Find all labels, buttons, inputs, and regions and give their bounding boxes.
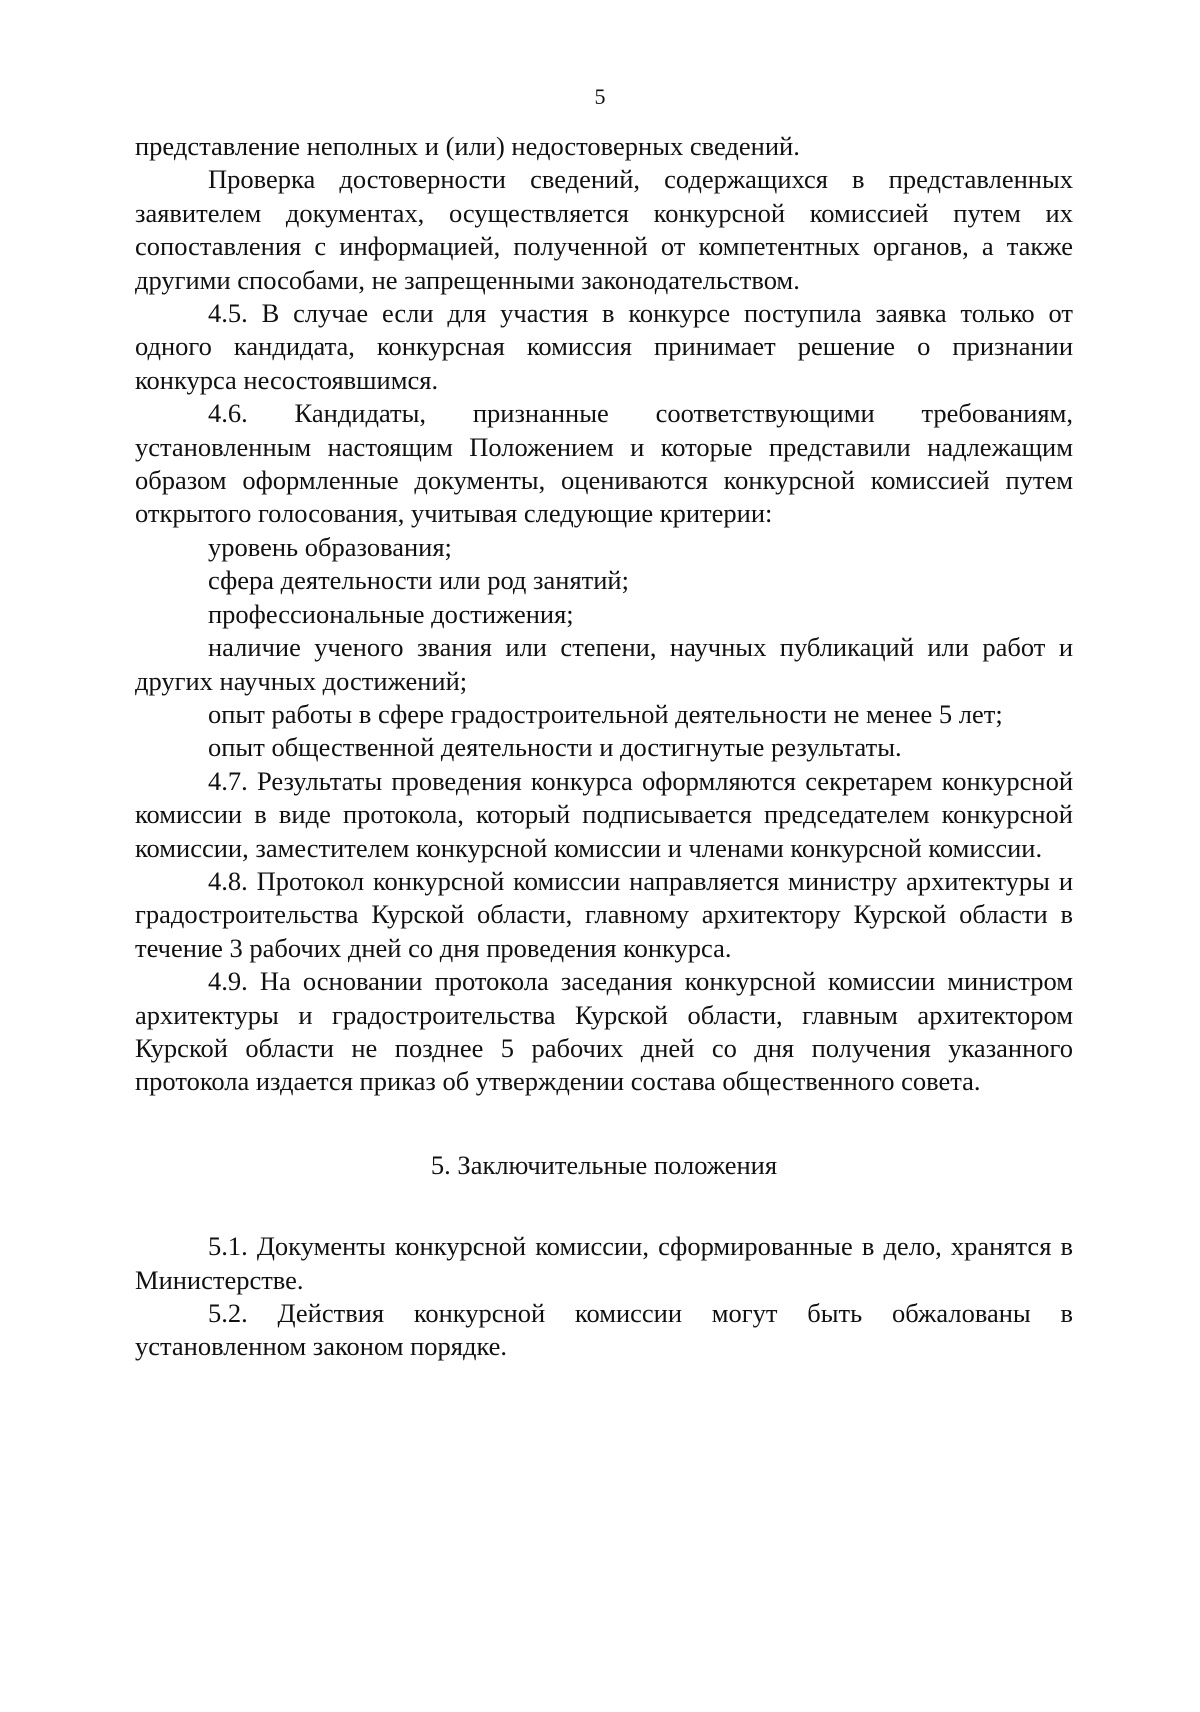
clause-5-1: 5.1. Документы конкурсной комиссии, сформированные в дело, хранятся в Министерстве. — [135, 1231, 1073, 1295]
criterion-public-activity: опыт общественной деятельности и достигнутые результаты. — [208, 732, 902, 763]
clause-4-9: 4.9. На основании протокола заседания конкурсной комиссии министром архитектуры и градостроительства Курской области, главным архитектором Курской области не позднее 5 рабочих дней со дня получения указанного протокола издается приказ об утверждении состава общественного совета. — [135, 966, 1073, 1097]
clause-4-7: 4.7. Результаты проведения конкурса оформляются секретарем конкурсной комиссии в виде протокола, который подписывается председателем конкурсной комиссии, заместителем конкурсной комиссии и членами конкурсной комиссии. — [135, 765, 1073, 863]
criterion-field: сфера деятельности или род занятий; — [208, 565, 629, 596]
document-body — [135, 130, 1073, 1364]
paragraph-verification: Проверка достоверности сведений, содержащихся в представленных заявителем документах, осуществляется конкурсной комиссией путем их сопоставления с информацией, полученной от компетентных органов, а также другими способами, не запрещенными законодательством. — [135, 164, 1073, 295]
page-number: 5 — [594, 84, 606, 109]
clause-4-6: 4.6. Кандидаты, признанные соответствующими требованиям, установленным настоящим Положением и которые представили надлежащим образом оформленные документы, оцениваются конкурсной комиссией путем открытого голосования, учитывая следующие критерии: — [135, 398, 1073, 529]
criterion-education: уровень образования; — [208, 531, 452, 562]
clause-4-8: 4.8. Протокол конкурсной комиссии направляется министру архитектуры и градостроительства Курской области, главному архитектору Курской области в течение 3 рабочих дней со дня проведения конкурса. — [135, 865, 1073, 963]
clause-4-5: 4.5. В случае если для участия в конкурсе поступила заявка только от одного кандидата, конкурсная комиссия принимает решение о признании конкурса несостоявшимся. — [135, 298, 1073, 395]
criterion-achievements: профессиональные достижения; — [208, 598, 574, 629]
criterion-experience: опыт работы в сфере градостроительной деятельности не менее 5 лет; — [208, 698, 1003, 729]
section-heading: 5. Заключительные положения — [430, 1149, 778, 1180]
clause-5-2: 5.2. Действия конкурсной комиссии могут быть обжалованы в установленном законом порядке. — [135, 1298, 1073, 1362]
criterion-academic: наличие ученого звания или степени, научных публикаций или работ и других научных достижений; — [135, 632, 1073, 696]
paragraph-continuation: представление неполных и (или) недостоверных сведений. — [135, 131, 800, 161]
